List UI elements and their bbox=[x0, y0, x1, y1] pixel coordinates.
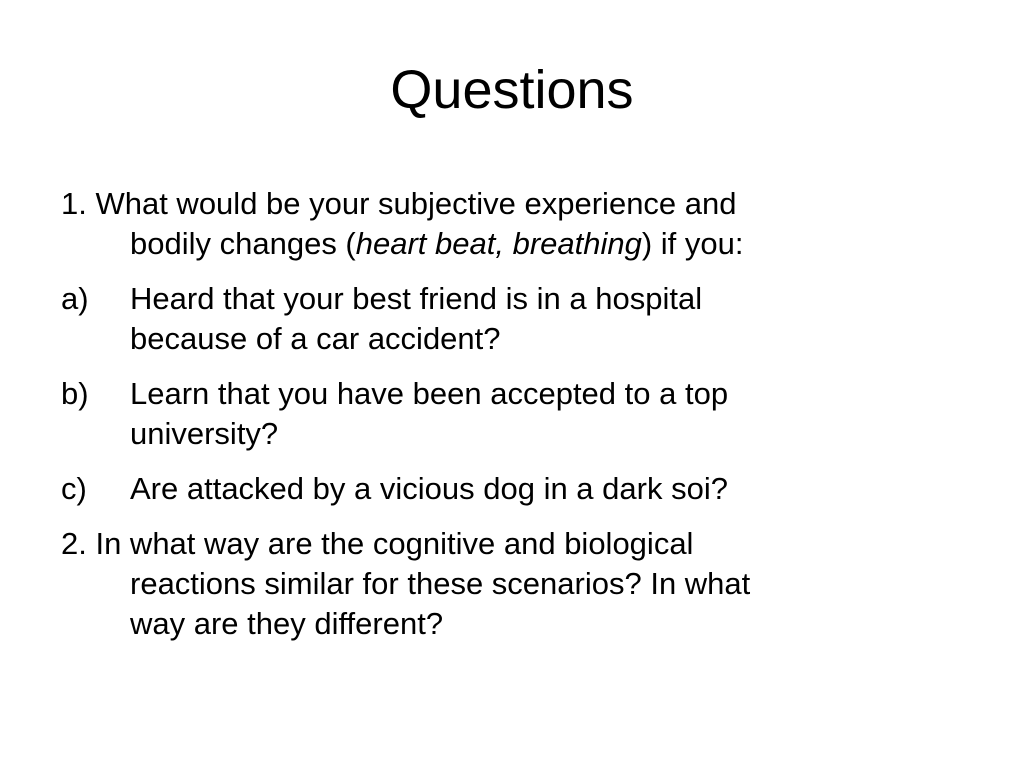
question-2 bbox=[61, 524, 961, 644]
question-1-line-1: 1. What would be your subjective experience and bbox=[61, 186, 737, 221]
list-item-b-line-1: Learn that you have been accepted to a top bbox=[130, 376, 729, 411]
question-2-line-2: reactions similar for these scenarios? In what bbox=[130, 566, 751, 601]
list-item-a-line-2: because of a car accident? bbox=[130, 321, 501, 356]
list-marker-c: c) bbox=[61, 471, 87, 506]
question-1-text-before: bodily changes ( bbox=[130, 226, 356, 261]
list-item-b-line-2: university? bbox=[130, 416, 279, 451]
list-item-c-line-1: Are attacked by a vicious dog in a dark soi? bbox=[130, 471, 728, 506]
list-item-b bbox=[61, 374, 961, 454]
slide-title: Questions bbox=[390, 60, 634, 120]
question-2-line-1: 2. In what way are the cognitive and biological bbox=[61, 526, 694, 561]
question-1-line-2 bbox=[130, 224, 961, 264]
list-item-a bbox=[61, 279, 961, 359]
list-marker-a: a) bbox=[61, 281, 89, 316]
question-1-italic-text: heart beat, breathing bbox=[355, 226, 642, 261]
question-1-text-after: ) if you: bbox=[641, 226, 744, 261]
slide-body bbox=[61, 184, 961, 659]
list-item-a-line-1: Heard that your best friend is in a hospital bbox=[130, 281, 703, 316]
list-item-c bbox=[61, 469, 961, 509]
list-marker-b: b) bbox=[61, 376, 89, 411]
question-1 bbox=[61, 184, 961, 264]
question-2-line-3: way are they different? bbox=[130, 606, 444, 641]
